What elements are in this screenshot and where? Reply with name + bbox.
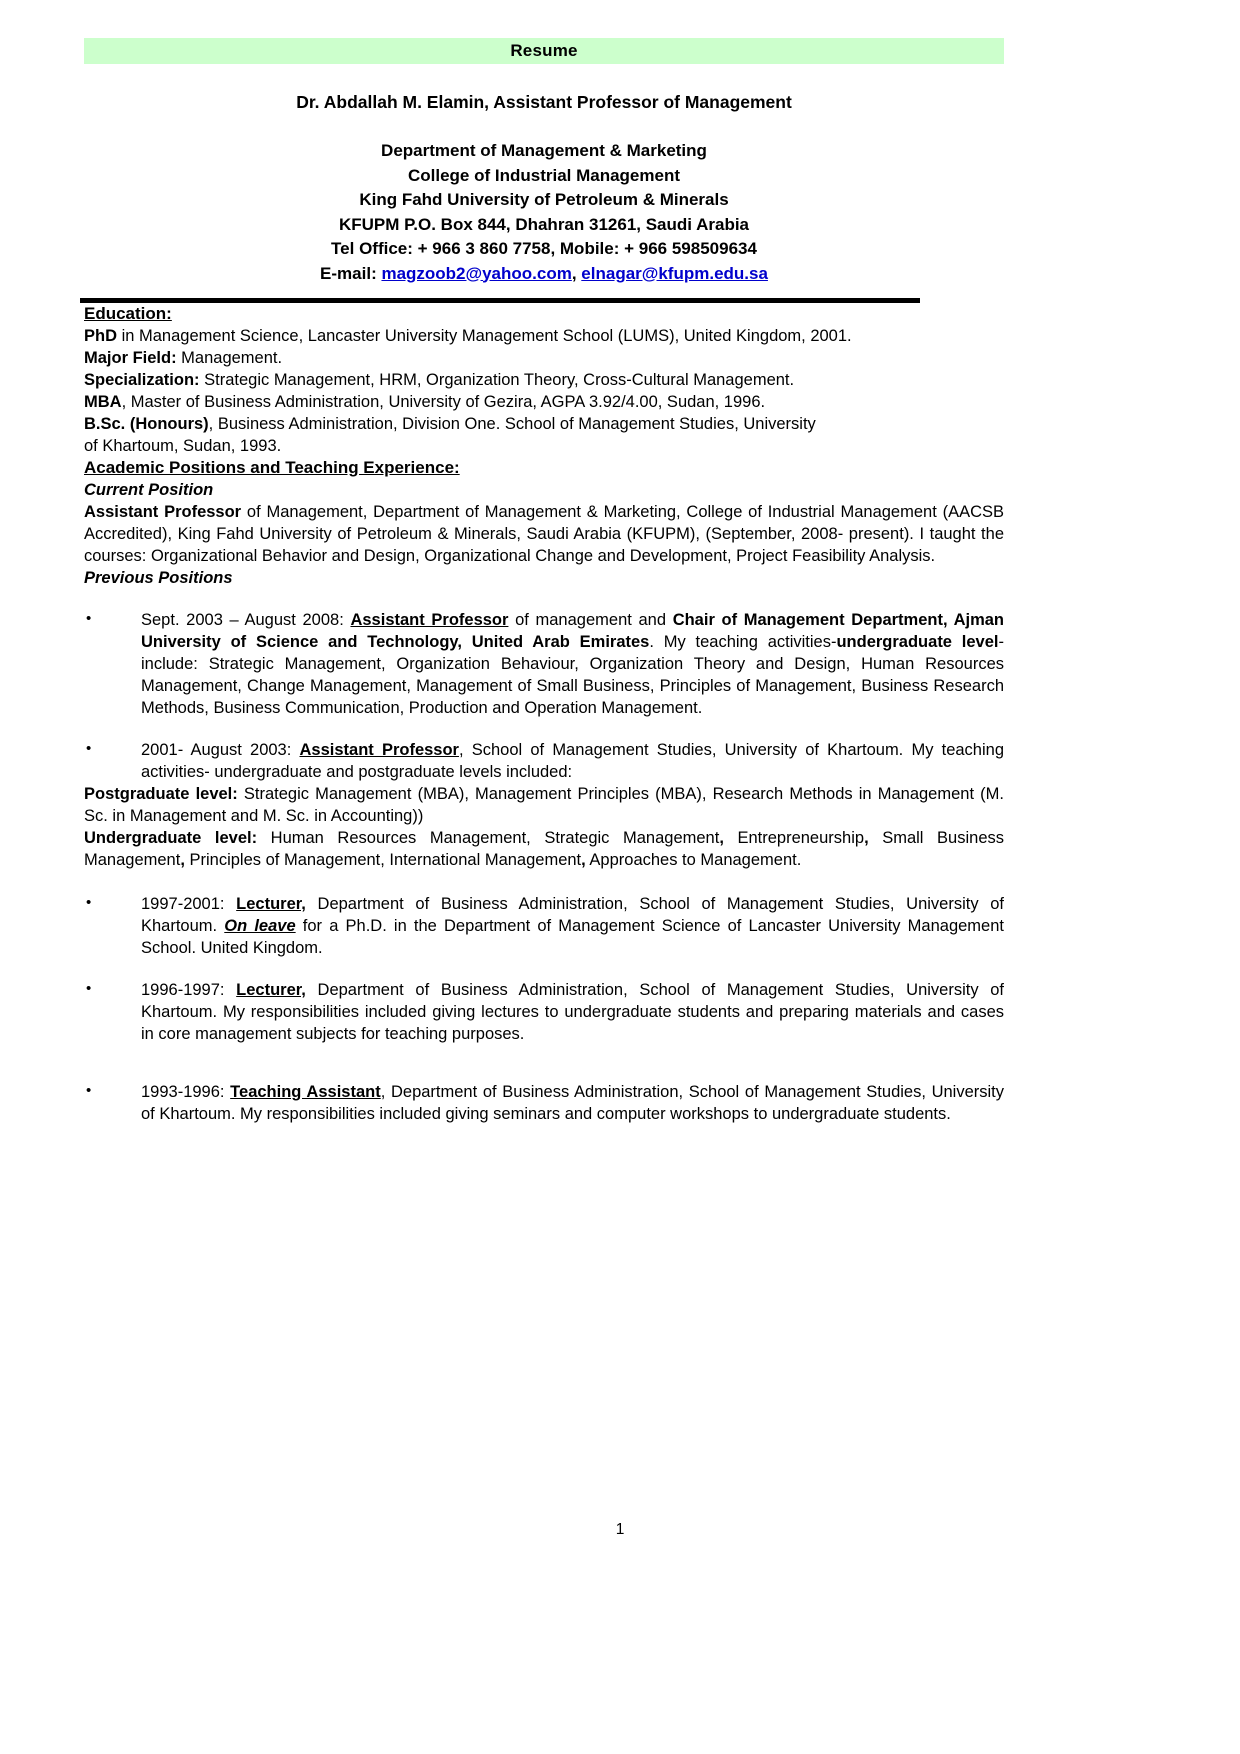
undergraduate-comma-2: , xyxy=(864,829,869,847)
author-name-line: Dr. Abdallah M. Elamin, Assistant Professor of Management xyxy=(296,92,792,112)
undergraduate-level-paragraph xyxy=(84,827,1004,871)
bullet-1-text-2: , School of Management Studies, University of Khartoum. My teaching activities- undergraduate and postgraduate levels included: xyxy=(141,741,1005,781)
education-bsc-line xyxy=(84,413,1004,435)
postgraduate-level-paragraph xyxy=(84,783,1004,827)
undergraduate-part-1: Human Resources Management, Strategic Management xyxy=(257,829,720,847)
bsc-label: B.Sc. (Honours) xyxy=(84,415,209,433)
bullet-2-text-1: 1997-2001: xyxy=(141,895,237,913)
current-position-title: Assistant Professor xyxy=(84,503,242,521)
bullet-1-text-1: 2001- August 2003: xyxy=(141,741,300,759)
subheading-previous-positions: Previous Positions xyxy=(84,569,233,587)
contact-college: College of Industrial Management xyxy=(407,165,681,185)
education-major-line xyxy=(84,347,1004,369)
education-mba-line xyxy=(84,391,1004,413)
list-item xyxy=(84,609,1004,719)
bsc-detail: , Business Administration, Division One. School of Management Studies, University xyxy=(208,415,816,433)
contact-address: KFUPM P.O. Box 844, Dhahran 31261, Saudi Arabia xyxy=(338,214,750,234)
undergraduate-comma-1: , xyxy=(719,829,724,847)
contact-block xyxy=(84,139,1004,286)
contact-email-line xyxy=(84,262,1004,287)
document-title-band: Resume xyxy=(84,38,1004,64)
specialization-value: Strategic Management, HRM, Organization Theory, Cross-Cultural Management. xyxy=(199,371,795,389)
mba-label: MBA xyxy=(84,393,122,411)
undergraduate-part-3: Small Business Management xyxy=(84,829,1004,869)
bullet-3-text-2: Department of Business Administration, School of Management Studies, University of Khartoum. My responsibilities included giving lectures to undergraduate students and preparing materials and cases in core management subjects for teaching purposes. xyxy=(141,981,1005,1043)
bullet-0-text-1: Sept. 2003 – August 2008: xyxy=(141,611,351,629)
email-link-secondary[interactable]: elnagar@kfupm.edu.sa xyxy=(581,263,768,283)
education-bsc-line2: of Khartoum, Sudan, 1993. xyxy=(84,437,282,455)
bullet-4-role: Teaching Assistant xyxy=(230,1083,381,1101)
section-heading-education: Education: xyxy=(84,304,172,323)
contact-department: Department of Management & Marketing xyxy=(381,141,707,160)
list-item xyxy=(84,739,1004,783)
list-item xyxy=(84,979,1004,1045)
previous-positions-list-continued xyxy=(84,893,1004,1125)
contact-university: King Fahd University of Petroleum & Minerals xyxy=(359,190,729,209)
email-link-primary[interactable]: magzoob2@yahoo.com xyxy=(381,263,572,283)
previous-positions-list xyxy=(84,609,1004,783)
mba-detail: , Master of Business Administration, University of Gezira, AGPA 3.92/4.00, Sudan, 1996. xyxy=(121,393,766,411)
education-specialization-line xyxy=(84,369,1004,391)
major-field-label: Major Field: xyxy=(84,349,177,367)
page-content xyxy=(84,0,1004,1125)
bullet-0-level: undergraduate level xyxy=(836,633,999,651)
postgraduate-detail: Strategic Management (MBA), Management Principles (MBA), Research Methods in Management (M. Sc. in Management and M. Sc. in Accounting)) xyxy=(84,785,1004,825)
current-position-detail: of Management, Department of Management & Marketing, College of Industrial Management (AACSB Accredited), King Fahd University of Petroleum & Minerals, Saudi Arabia (KFUPM), (September, 2008- present). I taught the courses: Organizational Behavior and Design, Organizational Change and Development, Project Feasibility Analysis. xyxy=(84,503,1005,565)
undergraduate-part-4: Principles of Management, International Management xyxy=(184,851,582,869)
bullet-2-text-2: Department of Business Administration, School of Management Studies, University of Khartoum. xyxy=(141,895,1005,935)
postgraduate-label: Postgraduate level: xyxy=(84,785,238,803)
bullet-2-text-3: for a Ph.D. in the Department of Management Science of Lancaster University Management School. United Kingdom. xyxy=(141,917,1004,957)
bullet-4-text-1: 1993-1996: xyxy=(141,1083,231,1101)
current-position-paragraph xyxy=(84,501,1004,567)
bullet-4-text-2: , Department of Business Administration, School of Management Studies, University of Khartoum. My responsibilities included giving seminars and computer workshops to undergraduate students. xyxy=(141,1083,1005,1123)
subheading-current-position: Current Position xyxy=(84,481,214,499)
page-number: 1 xyxy=(615,1521,625,1538)
contact-phones: Tel Office: + 966 3 860 7758, Mobile: + 966 598509634 xyxy=(331,239,757,258)
bullet-0-text-3: . My teaching activities- xyxy=(649,633,837,651)
education-phd-line xyxy=(84,325,1004,347)
bullet-3-text-1: 1996-1997: xyxy=(141,981,237,999)
list-item xyxy=(84,1081,1004,1125)
phd-label: PhD xyxy=(84,327,117,345)
undergraduate-part-5: Approaches to Management. xyxy=(585,851,802,869)
bullet-1-role: Assistant Professor xyxy=(299,741,459,759)
specialization-label: Specialization: xyxy=(84,371,200,389)
undergraduate-comma-3: , xyxy=(180,851,185,869)
list-item xyxy=(84,893,1004,959)
section-heading-academic-positions: Academic Positions and Teaching Experience: xyxy=(84,458,460,477)
bullet-0-role: Assistant Professor xyxy=(350,611,509,629)
bullet-2-on-leave: On leave xyxy=(224,917,296,935)
undergraduate-part-2: Entrepreneurship xyxy=(723,829,865,847)
undergraduate-comma-4: , xyxy=(581,851,586,869)
phd-detail: in Management Science, Lancaster University Management School (LUMS), United Kingdom, 2001. xyxy=(117,327,852,345)
email-label: E-mail: xyxy=(320,263,382,283)
bullet-0-text-2: of management and xyxy=(508,611,673,629)
bullet-0-org: Chair of Management Department, Ajman University of Science and Technology, United Arab Emirates xyxy=(141,611,1005,651)
major-field-value: Management. xyxy=(176,349,283,367)
bullet-3-role: Lecturer, xyxy=(236,981,306,999)
bullet-2-role: Lecturer, xyxy=(236,895,306,913)
undergraduate-label: Undergraduate level: xyxy=(84,829,258,847)
email-separator: , xyxy=(571,263,582,283)
bullet-0-text-4: - include: Strategic Management, Organization Behaviour, Organization Theory and Design, Human Resources Management, Change Management, Management of Small Business, Principles of Management, Business Research Methods, Business Communication, Production and Operation Management. xyxy=(141,633,1004,717)
